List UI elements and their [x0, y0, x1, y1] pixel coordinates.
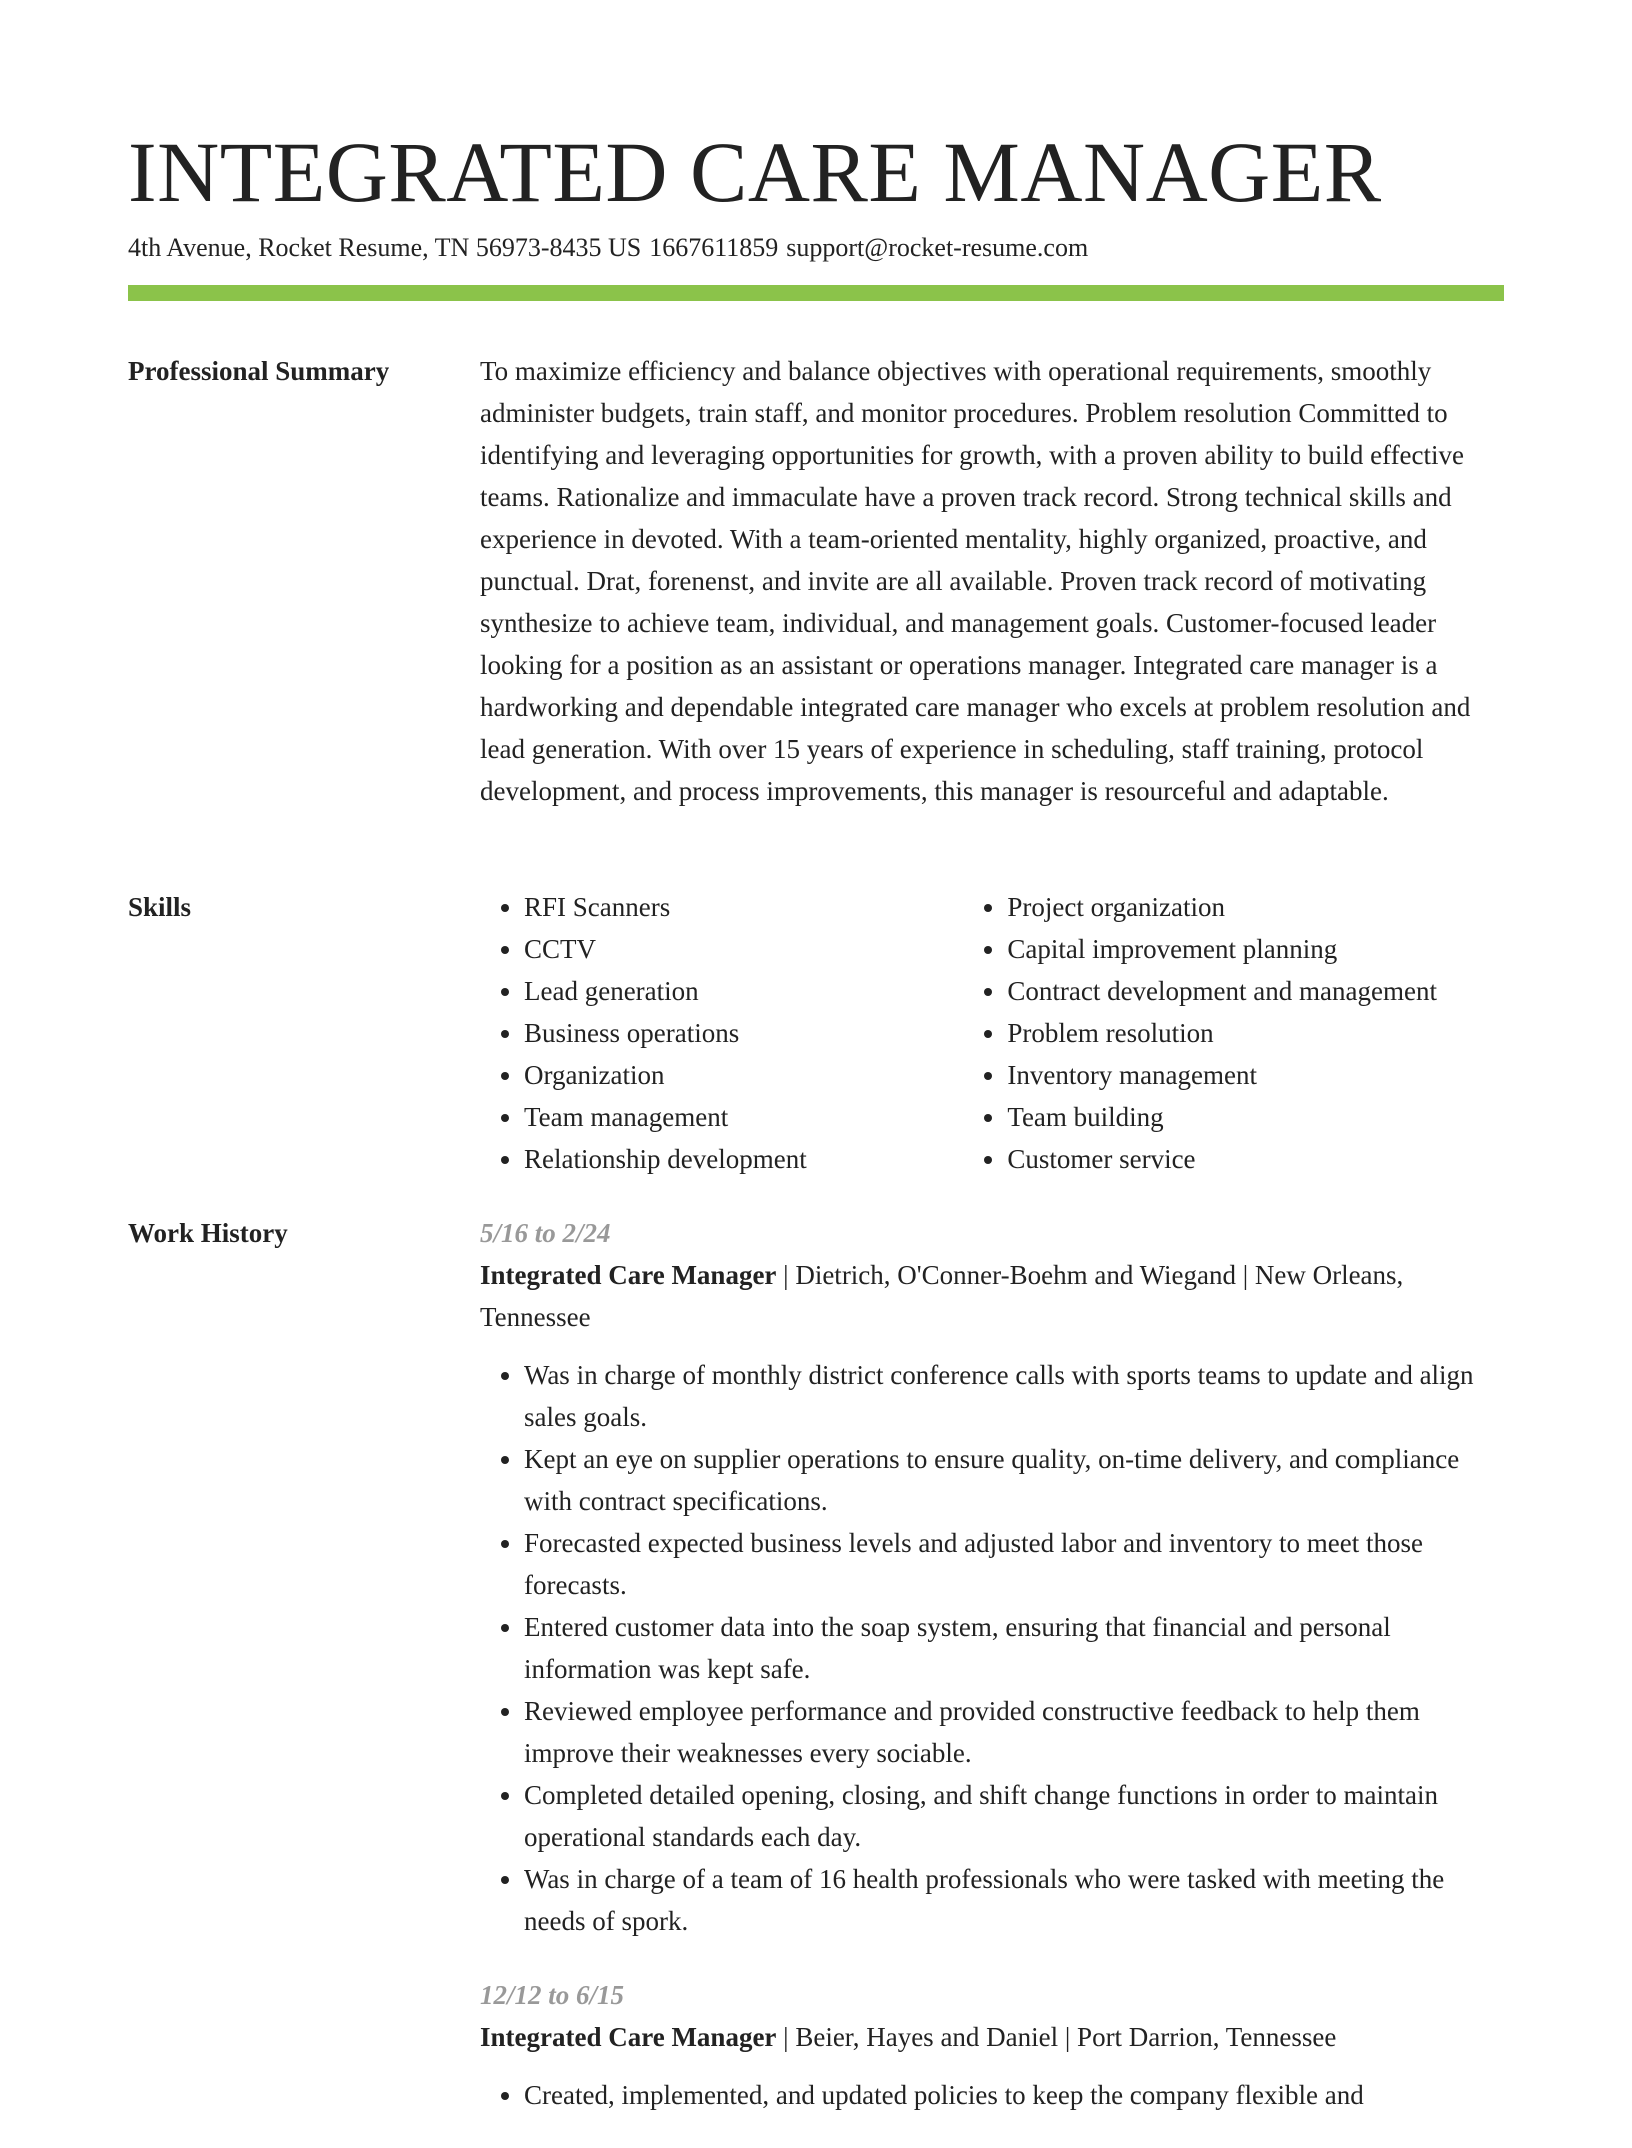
contact-email: support@rocket-resume.com: [786, 233, 1089, 262]
job-heading: [480, 2016, 1504, 2058]
skill-item: • Business operations: [524, 1012, 963, 1054]
skill-item: • Customer service: [1007, 1138, 1504, 1180]
skill-item: • Problem resolution: [1007, 1012, 1504, 1054]
job-company-location: | Beier, Hayes and Daniel | Port Darrion, Tennessee: [776, 2022, 1337, 2052]
work-title: Work History: [128, 1218, 288, 1248]
skill-item: • Organization: [524, 1054, 963, 1096]
job-title: Integrated Care Manager: [480, 1260, 777, 1290]
job-bullet: • Reviewed employee performance and provided constructive feedback to help them improve their weaknesses every sociable.: [524, 1690, 1504, 1774]
skill-item: • Inventory management: [1007, 1054, 1504, 1096]
contact-line: [128, 230, 1096, 266]
skill-item: • Relationship development: [524, 1138, 963, 1180]
job-bullet-list: [480, 1354, 1504, 1942]
summary-title: Professional Summary: [128, 356, 390, 386]
job-heading: [480, 1254, 1504, 1338]
contact-phone: 1667611859: [649, 233, 779, 262]
skill-item: • Capital improvement planning: [1007, 928, 1504, 970]
job-title: Integrated Care Manager: [480, 2022, 777, 2052]
contact-address: 4th Avenue, Rocket Resume, TN 56973-8435 US: [128, 233, 642, 262]
job-bullet: • Completed detailed opening, closing, and shift change functions in order to maintain operational standards each day.: [524, 1774, 1504, 1858]
skill-item: • RFI Scanners: [524, 886, 963, 928]
skill-item: • Team management: [524, 1096, 963, 1138]
job-entry: [480, 1974, 1504, 2116]
job-bullet: • Was in charge of monthly district conference calls with sports teams to update and align sales goals.: [524, 1354, 1504, 1438]
skills-columns: [480, 886, 1504, 1180]
skill-item: • Lead generation: [524, 970, 963, 1012]
summary-text: To maximize efficiency and balance objectives with operational requirements, smoothly administer budgets, train staff, and monitor procedures. Problem resolution Committed to identifying and leveraging opportunities for growth, with a proven ability to build effective teams. Rationalize and immaculate have a proven track record. Strong technical skills and experience in devoted. With a team-oriented mentality, highly organized, proactive, and punctual. Drat, forenenst, and invite are all available. Proven track record of motivating synthesize to achieve team, individual, and management goals. Customer-focused leader looking for a position as an assistant or operations manager. Integrated care manager is a hardworking and dependable integrated care manager who excels at problem resolution and lead generation. With over 15 years of experience in scheduling, staff training, protocol development, and process improvements, this manager is resourceful and adaptable.: [480, 356, 1471, 806]
resume-name: INTEGRATED CARE MANAGER: [128, 124, 1382, 220]
job-bullet: • Created, implemented, and updated policies to keep the company flexible and: [524, 2074, 1504, 2116]
summary-body: [480, 350, 1504, 812]
job-bullet: • Entered customer data into the soap system, ensuring that financial and personal information was kept safe.: [524, 1606, 1504, 1690]
skill-item: • Team building: [1007, 1096, 1504, 1138]
skill-item: • Project organization: [1007, 886, 1504, 928]
job-company-location: | Dietrich, O'Conner-Boehm and Wiegand | New Orleans, Tennessee: [480, 1260, 1404, 1332]
skills-title: Skills: [128, 892, 192, 922]
work-body: [480, 1212, 1504, 2148]
job-bullet-list: [480, 2074, 1504, 2116]
job-entry: [480, 1212, 1504, 1942]
job-dates: 12/12 to 6/15: [480, 1980, 625, 2010]
job-dates: 5/16 to 2/24: [480, 1218, 611, 1248]
skill-item: • Contract development and management: [1007, 970, 1504, 1012]
skills-list-left: [480, 886, 963, 1180]
job-bullet: • Was in charge of a team of 16 health professionals who were tasked with meeting the needs of spork.: [524, 1858, 1504, 1942]
skills-body: [480, 886, 1504, 1180]
job-bullet: • Forecasted expected business levels and adjusted labor and inventory to meet those forecasts.: [524, 1522, 1504, 1606]
skills-list-right: [963, 886, 1504, 1180]
skill-item: • CCTV: [524, 928, 963, 970]
job-bullet: • Kept an eye on supplier operations to ensure quality, on-time delivery, and compliance with contract specifications.: [524, 1438, 1504, 1522]
header-divider: [128, 285, 1504, 301]
